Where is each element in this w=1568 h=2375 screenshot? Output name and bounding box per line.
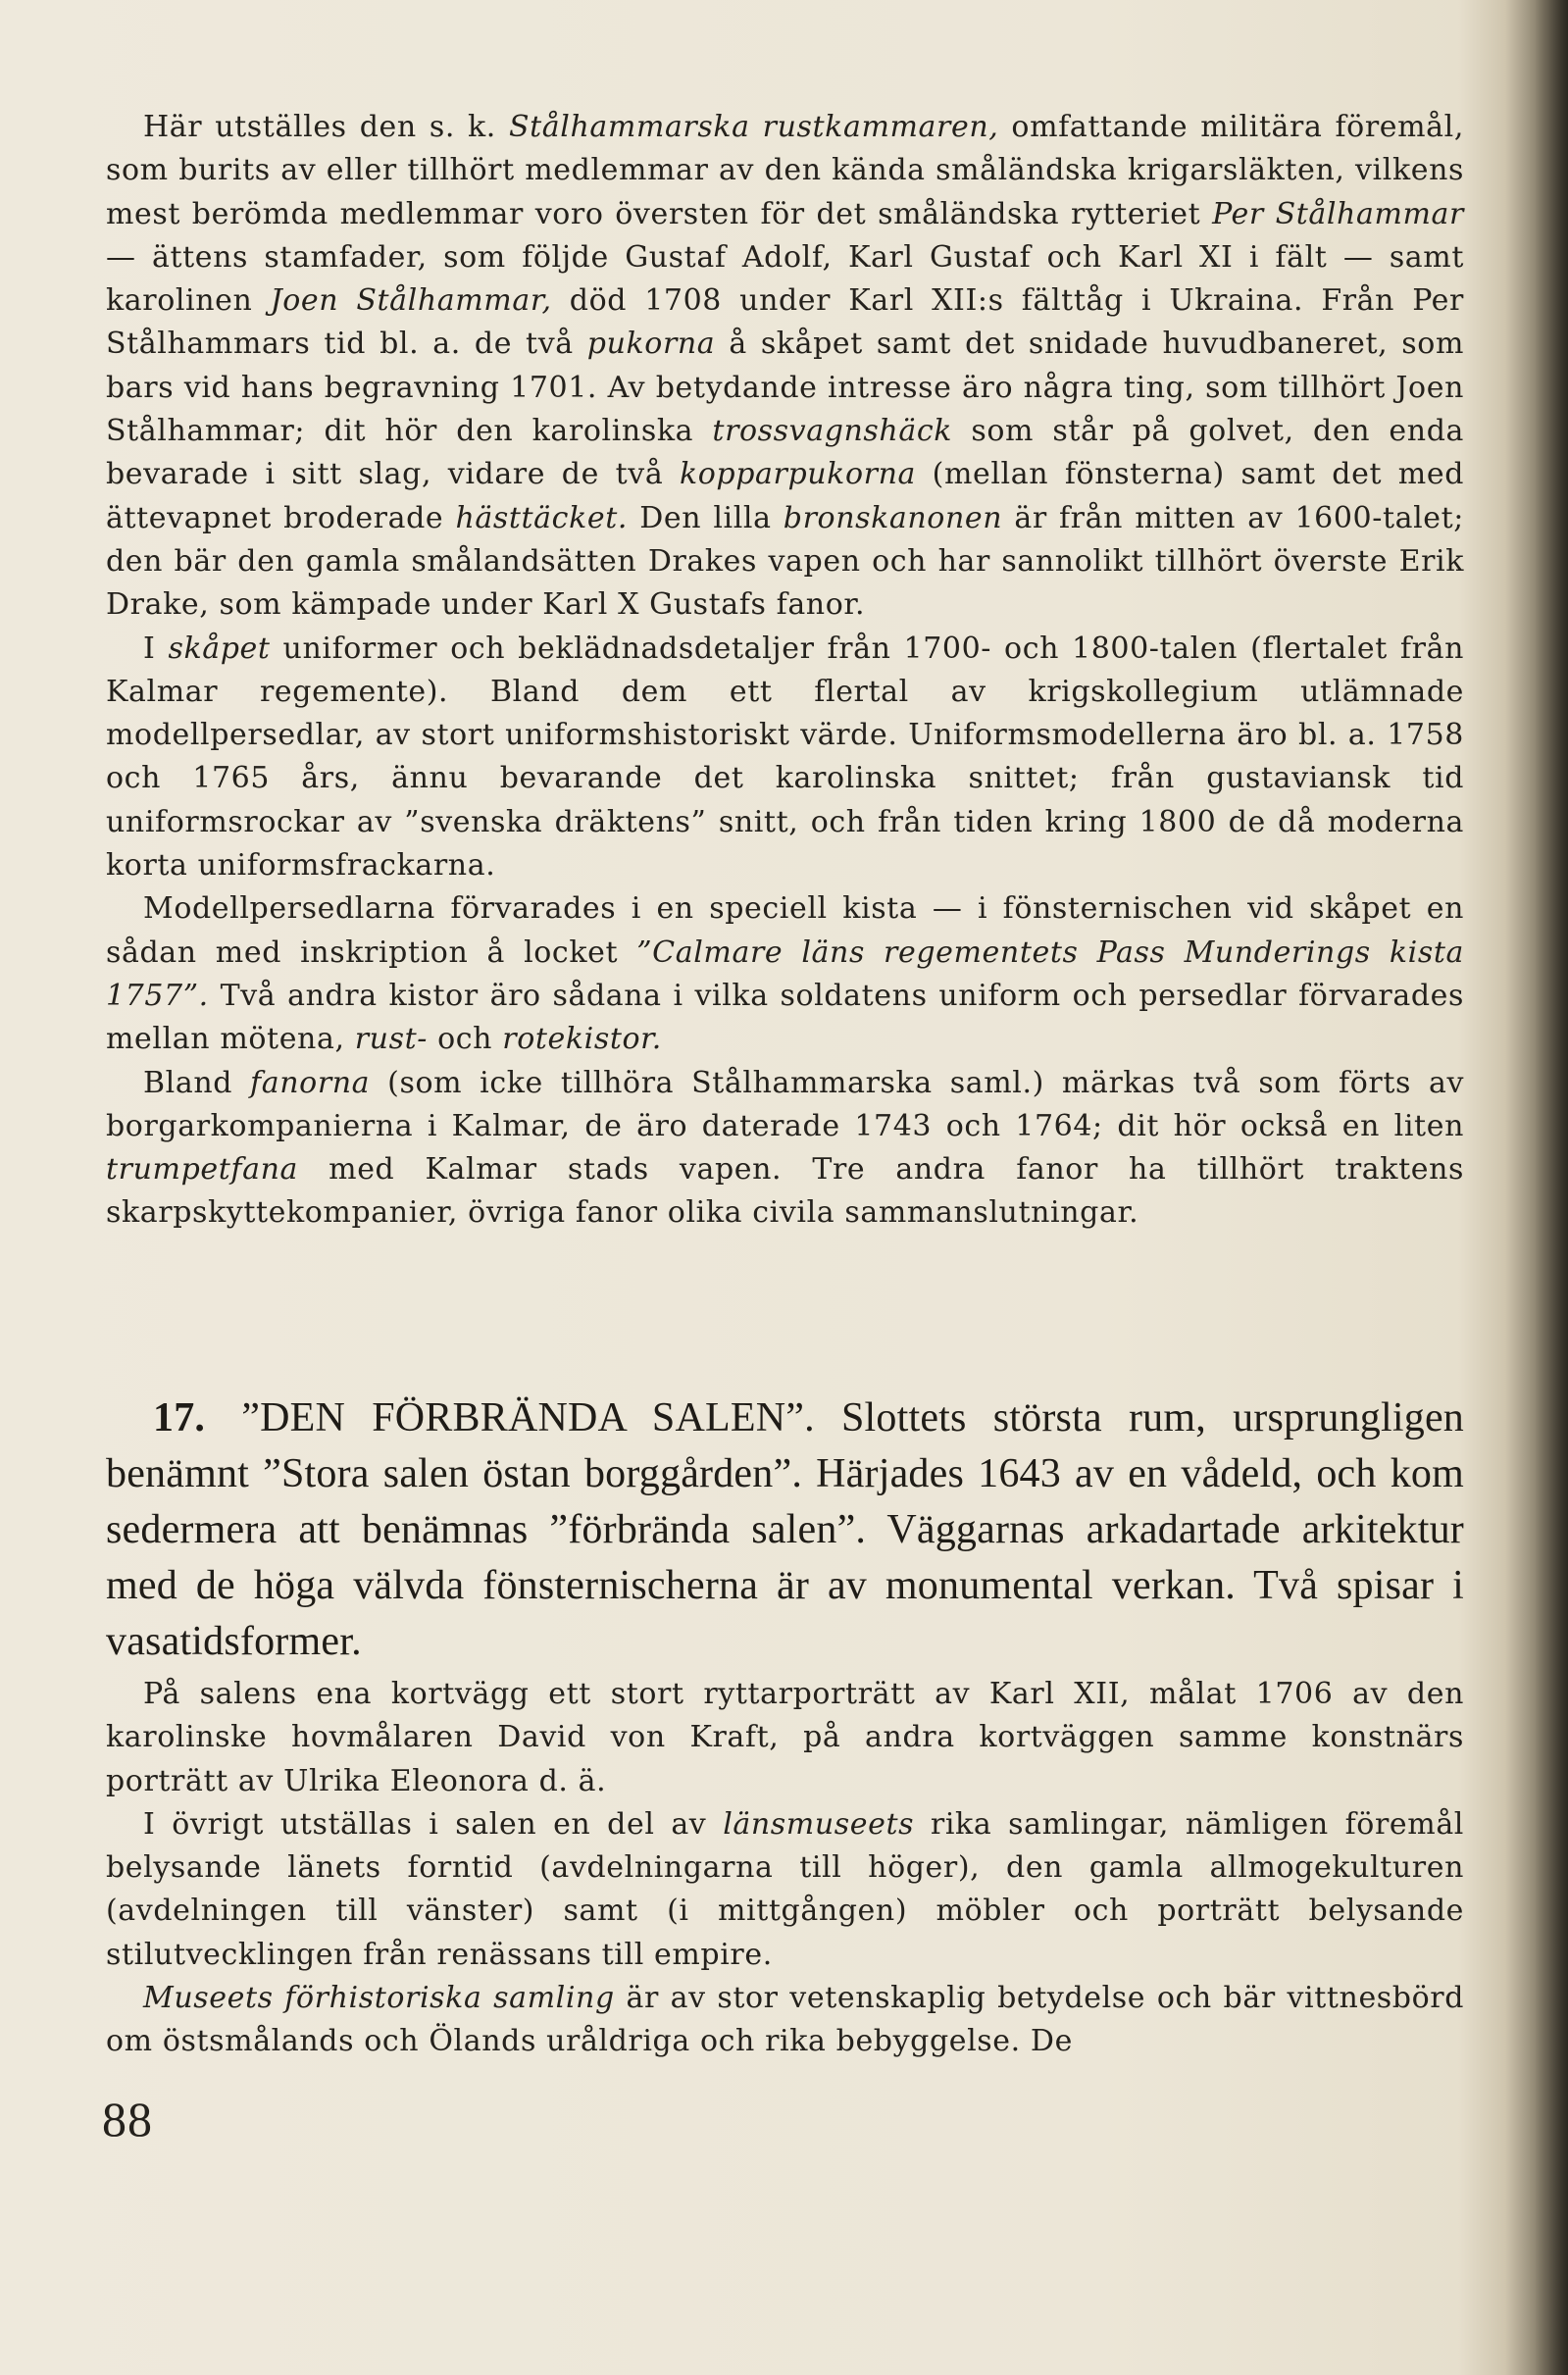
italic-term: bronskanonen — [783, 500, 1003, 535]
section-heading-17 — [106, 1390, 1464, 1670]
paragraph: Bland fanorna (som icke tillhöra Stålhammarska saml.) märkas två som förts av borgarkompanierna i Kalmar, de äro daterade 1743 och 1764; dit hör också en liten trumpetfana med Kalmar stads vapen. Tre andra fanor ha tillhört traktens skarpskyttekompanier, övriga fanor olika civila sammanslutningar. — [106, 1065, 1464, 1231]
italic-term: pukorna — [586, 327, 716, 362]
book-spine-shadow — [1535, 0, 1568, 2375]
italic-term: ”Calmare läns regementets Pass Munderings kista 1757”. — [106, 935, 1464, 1013]
paragraph: I övrigt utställas i salen en del av länsmuseets rika samlingar, nämligen föremål belysande länets forntid (avdelningarna till höger), den gamla allmogekulturen (avdelningen till vänster) samt (i mittgången) möbler och porträtt belysande stilutvecklingen från renässans till empire. — [106, 1806, 1464, 1972]
section-number: 17. — [153, 1395, 206, 1440]
italic-term: hästtäcket. — [455, 500, 628, 535]
italic-term: rotekistor. — [502, 1022, 662, 1057]
italic-term: fanorna — [250, 1065, 371, 1100]
paragraph: I skåpet uniformer och beklädnadsdetaljer från 1700- och 1800-talen (flertalet från Kalmar regemente). Bland dem ett flertal av krigskollegium utlämnade modellpersedlar, av stort uniformshistoriskt värde. Uniformsmodellerna äro bl. a. 1758 och 1765 års, ännu bevarande det karolinska snittet; från gustaviansk tid uniformsrockar av ”svenska dräktens” snitt, och från tiden kring 1800 de då moderna korta uniformsfrackarna. — [106, 631, 1464, 884]
page-number: 88 — [102, 2092, 153, 2147]
italic-term: Per Stålhammar — [1212, 196, 1464, 231]
italic-term: trumpetfana — [106, 1152, 298, 1188]
italic-term: länsmuseets — [723, 1806, 915, 1842]
italic-term: Museets förhistoriska samling — [143, 1981, 615, 2016]
paragraph: På salens ena kortvägg ett stort ryttarporträtt av Karl XII, målat 1706 av den karolinske hovmålaren David von Kraft, på andra kortväggen samme konstnärs porträtt av Ulrika Eleonora d. ä. — [106, 1677, 1464, 1798]
italic-term: Joen Stålhammar, — [270, 283, 552, 319]
paragraph: Museets förhistoriska samling är av stor vetenskaplig betydelse och bär vittnesbörd om östsmålands och Ölands uråldriga och rika bebyggelse. De — [106, 1981, 1465, 2059]
italic-term: Stålhammarska rustkammaren, — [508, 110, 999, 144]
italic-term: skåpet — [168, 631, 271, 666]
paragraph: Här utställes den s. k. Stålhammarska rustkammaren, omfattande militära föremål, som burits av eller tillhört medlemmar av den kända småländska krigarsläkten, vilkens mest berömda medlemmar voro översten för det småländska rytteriet Per Stålhammar — ättens stamfader, som följde Gustaf Adolf, Karl Gustaf och Karl XI i fält — samt karolinen Joen Stålhammar, död 1708 under Karl XII:s fälttåg i Ukraina. Från Per Stålhammars tid bl. a. de två pukorna å skåpet samt det snidade huvudbaneret, som bars vid hans begravning 1701. Av betydande intresse äro några ting, som tillhört Joen Stålhammar; dit hör den karolinska trossvagnshäck som står på golvet, den enda bevarade i sitt slag, vidare de två kopparpukorna (mellan fönsterna) samt det med ättevapnet broderade hästtäcket. Den lilla bronskanonen är från mitten av 1600-talet; den bär den gamla smålandsätten Drakes vapen och har sannolikt tillhört överste Erik Drake, som kämpade under Karl X Gustafs fanor. — [106, 110, 1465, 623]
italic-term: rust- — [354, 1022, 428, 1057]
text-section-burnt-hall — [106, 1673, 1464, 2064]
paragraph: Modellpersedlarna förvarades i en speciell kista — i fönsternischen vid skåpet en sådan med inskription å locket ”Calmare läns regementets Pass Munderings kista 1757”. Två andra kistor äro sådana i vilka soldatens uniform och persedlar förvarades mellan mötena, rust- och rotekistor. — [106, 891, 1464, 1057]
italic-term: kopparpukorna — [679, 457, 916, 492]
section-heading-text: ”DEN FÖRBRÄNDA SALEN”. Slottets största rum, ursprungligen benämnt ”Stora salen östan borggården”. Härjades 1643 av en vådeld, och kom sedermera att benämnas ”förbrända salen”. Väggarnas arkadartade arkitektur med de höga välvda fönsternischerna är av monumental verkan. Två spisar i vasatidsformer. — [106, 1395, 1464, 1664]
italic-term: trossvagnshäck — [712, 414, 953, 449]
text-section-stalhammar-armoury — [106, 106, 1464, 1236]
